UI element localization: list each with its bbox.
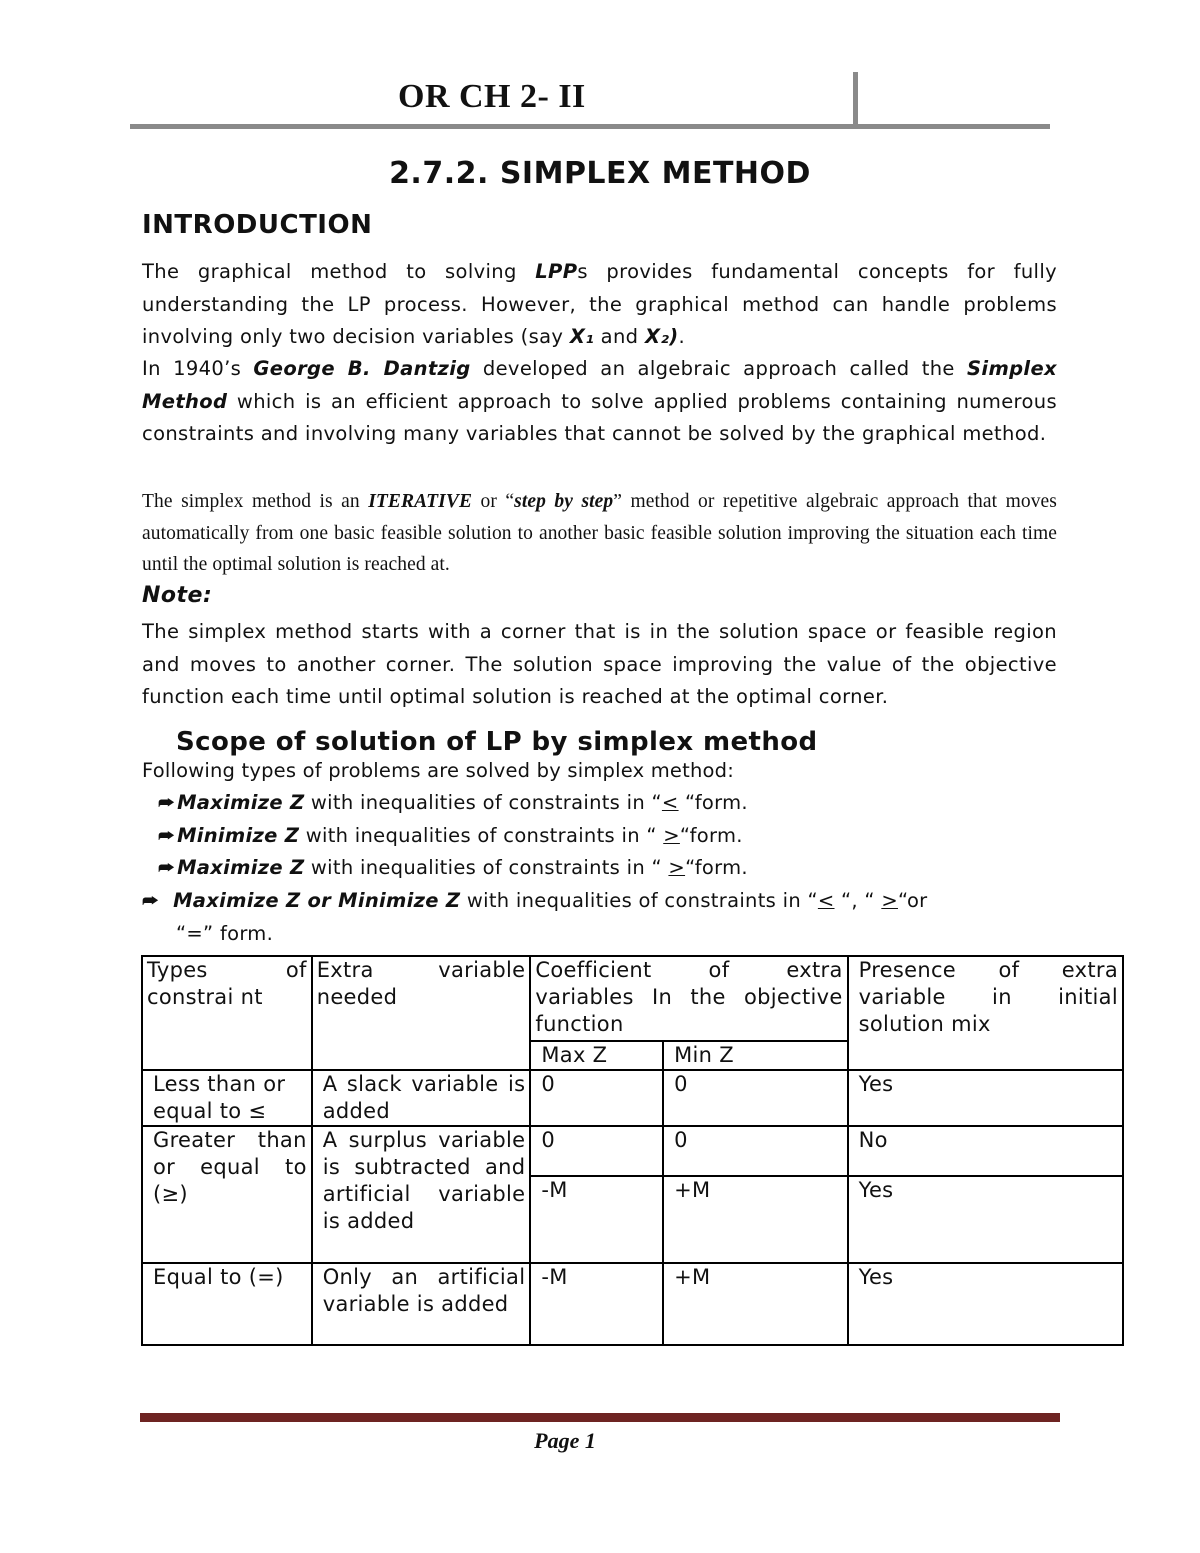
row-le-max: 0 xyxy=(530,1070,663,1126)
scope-bullet-3 xyxy=(158,856,748,879)
row-le-extra: A slack variable is added xyxy=(312,1070,531,1126)
table-row xyxy=(142,1263,1123,1345)
p3-step: step by step xyxy=(514,491,614,512)
intro-heading: INTRODUCTION xyxy=(142,210,373,240)
scope-intro: Following types of problems are solved by simplex method: xyxy=(142,759,734,782)
bullet-1-tail: “form. xyxy=(678,791,748,814)
p1-text-2: s provides fundamental concepts for fully understanding the LP process. However, the graphical method can handle problems involving only two decision variables (say xyxy=(142,260,1057,348)
p1-end: . xyxy=(678,325,686,348)
p3-text-3: ” method or repetitive algebraic approach that moves automatically from one basic feasible solution to another basic feasible solution improving the situation each time until the optimal solution is reached at. xyxy=(142,491,1057,575)
bullet-4-text: with inequalities of constraints in “ xyxy=(460,889,818,912)
row-eq-max: -M xyxy=(530,1263,663,1345)
arrow-bullet-icon: ⮫ xyxy=(158,826,176,847)
p2-name: George B. Dantzig xyxy=(253,357,471,380)
bullet-4-bold: Maximize Z or Minimize Z xyxy=(173,889,461,912)
row-ge-extra: A surplus variable is subtracted and artificial variable is added xyxy=(312,1126,531,1263)
p3-text-2: or “ xyxy=(472,491,515,512)
row-ge-type: Greater than or equal to (≥) xyxy=(142,1126,312,1263)
row-ge-min-artificial: +M xyxy=(663,1176,848,1263)
bullet-1-text: with inequalities of constraints in “ xyxy=(304,791,662,814)
header-presence: Presence of extra variable in initial solution mix xyxy=(848,956,1123,1070)
header-vertical-divider xyxy=(853,72,858,127)
p1-x2: X₂) xyxy=(644,325,679,348)
bullet-2-symbol: > xyxy=(663,824,680,847)
row-eq-min: +M xyxy=(663,1263,848,1345)
document-header-title: OR CH 2- II xyxy=(398,78,586,115)
row-ge-presence-surplus: No xyxy=(848,1126,1123,1176)
row-ge-max-surplus: 0 xyxy=(530,1126,663,1176)
header-coefficient: Coefficient of extra variables In the objective function xyxy=(530,956,847,1041)
constraint-types-table xyxy=(141,955,1124,1346)
bullet-3-tail: “form. xyxy=(685,856,748,879)
bullet-3-bold: Maximize Z xyxy=(177,856,305,879)
footer-rule xyxy=(140,1413,1060,1422)
bullet-3-text: with inequalities of constraints in “ xyxy=(304,856,669,879)
note-label: Note: xyxy=(142,583,213,608)
p2-text-2: developed an algebraic approach called the xyxy=(470,357,968,380)
arrow-bullet-icon: ⮫ xyxy=(158,793,176,814)
p3-text-1: The simplex method is an xyxy=(142,491,369,512)
header-extra-variable-needed: Extra variable needed xyxy=(312,956,531,1070)
arrow-bullet-icon: ⮫ xyxy=(158,858,176,879)
arrow-bullet-icon: ⮫ xyxy=(142,891,160,912)
p3-iterative: ITERATIVE xyxy=(368,491,473,512)
scope-bullet-2 xyxy=(158,824,743,847)
table-row xyxy=(142,1126,1123,1176)
row-le-min: 0 xyxy=(663,1070,848,1126)
p2-text-3: which is an efficient approach to solve applied problems containing numerous constraints and involving many variables that cannot be solved by the graphical method. xyxy=(142,389,1057,445)
intro-paragraph-2 xyxy=(142,353,1057,451)
bullet-4-tail: “or xyxy=(897,889,928,912)
row-le-type: Less than or equal to ≤ xyxy=(142,1070,312,1126)
scope-bullet-1 xyxy=(158,791,748,814)
bullet-2-text: with inequalities of constraints in “ xyxy=(299,824,664,847)
intro-paragraph-1 xyxy=(142,256,1057,354)
row-eq-presence: Yes xyxy=(848,1263,1123,1345)
bullet-3-symbol: > xyxy=(668,856,686,879)
bullet-2-bold: Minimize Z xyxy=(177,824,300,847)
bullet-4-mid: “, “ xyxy=(834,889,882,912)
bullet-1-bold: Maximize Z xyxy=(177,791,305,814)
p1-and: and xyxy=(594,325,645,348)
header-types-of-constraint: Types of constrai nt xyxy=(142,956,312,1070)
row-ge-max-artificial: -M xyxy=(530,1176,663,1263)
scope-bullet-4 xyxy=(142,889,928,912)
intro-paragraph-3 xyxy=(142,486,1057,581)
row-ge-min-surplus: 0 xyxy=(663,1126,848,1176)
note-paragraph: The simplex method starts with a corner that is in the solution space or feasible region and moves to another corner. The solution space improving the value of the objective function each time until optimal solution is reached at the optimal corner. xyxy=(142,620,1057,708)
header-max-z: Max Z xyxy=(530,1041,663,1070)
bullet-2-tail: “form. xyxy=(679,824,743,847)
bullet-1-symbol: < xyxy=(661,791,679,814)
p2-text-1: In 1940’s xyxy=(142,357,254,380)
header-rule xyxy=(130,124,1050,129)
bullet-4-symbol-1: < xyxy=(817,889,835,912)
p1-text-1: The graphical method to solving xyxy=(142,260,536,283)
row-ge-presence-artificial: Yes xyxy=(848,1176,1123,1263)
row-eq-type: Equal to (=) xyxy=(142,1263,312,1345)
bullet-4-symbol-2: > xyxy=(881,889,898,912)
header-min-z: Min Z xyxy=(663,1041,848,1070)
section-title: 2.7.2. SIMPLEX METHOD xyxy=(389,156,811,191)
p1-lpp: LPP xyxy=(535,260,578,283)
page-number: Page 1 xyxy=(534,1428,596,1453)
table-row xyxy=(142,1070,1123,1126)
p1-x1: X₁ xyxy=(569,325,595,348)
row-le-presence: Yes xyxy=(848,1070,1123,1126)
scope-heading: Scope of solution of LP by simplex method xyxy=(176,727,818,757)
scope-bullet-4-line-2: “=” form. xyxy=(176,922,274,945)
p2-method: Simplex Method xyxy=(142,357,1057,413)
row-eq-extra: Only an artificial variable is added xyxy=(312,1263,531,1345)
